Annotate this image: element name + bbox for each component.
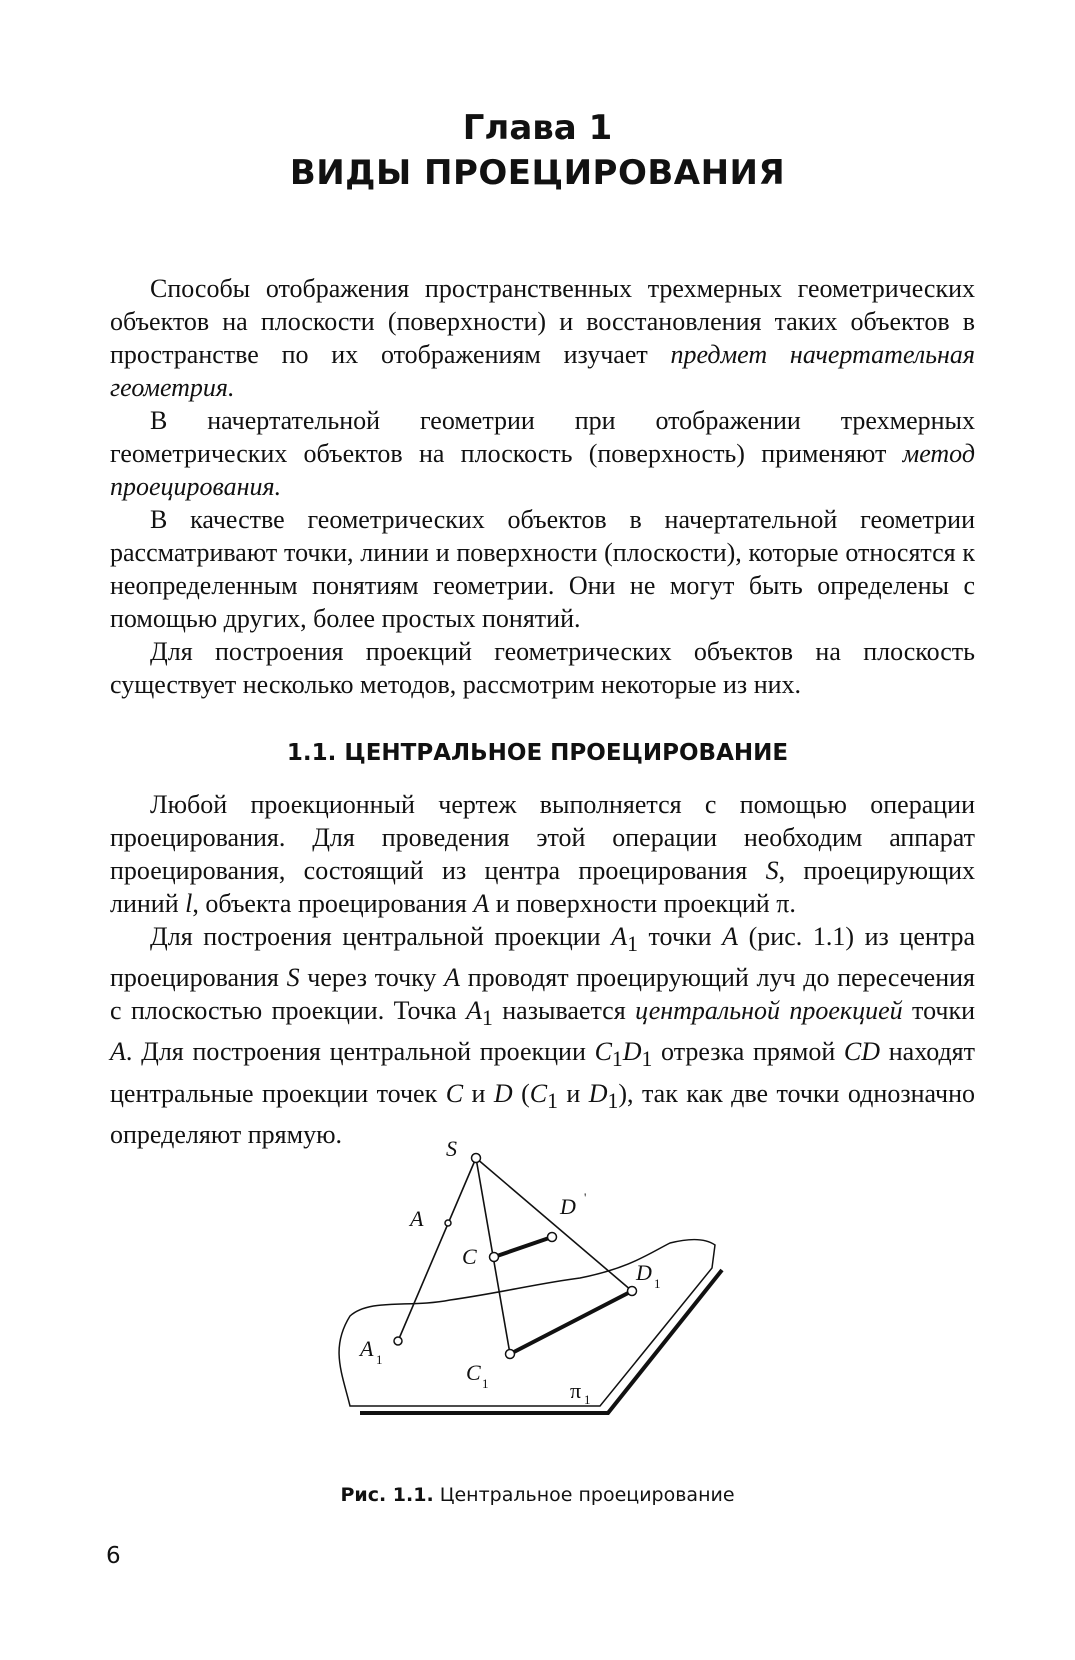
intro-paragraph-4: Для построения проекций геометрических объектов на плоскость существует несколько методов, рассмотрим некоторые из них. [110, 637, 975, 699]
caption-number: Рис. 1.1. [340, 1484, 434, 1506]
page-number: 6 [106, 1543, 121, 1569]
intro-text [110, 272, 975, 701]
section-heading: 1.1. ЦЕНТРАЛЬНОЕ ПРОЕЦИРОВАНИЕ [286, 740, 789, 766]
section-paragraph-2: Для построения центральной проекции $A_1$ точки A (рис. 1.1) из центра проецирования S через точку A проводят проецирующий луч до пересечения с плоскостью проекции. Точка $A_1$ называется центральной проекцией точки A. Для построения центральной проекции $C_1D_1$ отрезка прямой CD находят центральные проекции точек C и D ($C_1$ и $D_1$), так как две точки однозначно определяют прямую. [110, 922, 976, 1149]
point-c [490, 1253, 499, 1262]
chapter-label: Глава 1 [462, 108, 613, 148]
section-paragraph-1: Любой проекционный чертеж выполняется с помощью операции проецирования. Для проведения этой операции необходим аппарат проецирования, состоящий из центра проецирования S, проецирующих линий l, объекта проецирования A и поверхности проекций π. [110, 790, 975, 918]
label-s: S [446, 1136, 457, 1161]
figure-caption [0, 1484, 1075, 1506]
intro-p2-emphasis: метод проецирования. [110, 439, 975, 501]
intro-p2-text: В начертательной геометрии при отображении трехмерных геометрических объектов на плоскость (поверхность) применяют [110, 406, 975, 468]
projection-surface [339, 1239, 715, 1406]
label-d1: D [636, 1260, 652, 1285]
projector-s-d1 [476, 1158, 632, 1291]
label-c1: C [466, 1360, 481, 1385]
central-projection-figure [330, 1136, 750, 1448]
segment-c1d1 [510, 1291, 632, 1354]
point-a [445, 1220, 451, 1226]
label-d1-sub: 1 [654, 1276, 661, 1291]
point-s [472, 1154, 481, 1163]
section-text [110, 788, 975, 1151]
caption-text: Центральное проецирование [433, 1484, 735, 1506]
intro-paragraph-1 [110, 272, 975, 404]
label-c1-sub: 1 [482, 1376, 489, 1391]
label-pi1-sub: 1 [584, 1392, 591, 1407]
chapter-title: ВИДЫ ПРОЕЦИРОВАНИЯ [289, 153, 786, 193]
label-d: D [560, 1194, 576, 1219]
intro-p1-emphasis: предмет начертательная геометрия. [110, 340, 975, 402]
intro-paragraph-2 [110, 404, 975, 503]
point-a1 [394, 1337, 402, 1345]
label-a: A [410, 1206, 424, 1231]
point-d [548, 1233, 557, 1242]
label-a1: A [360, 1336, 374, 1361]
intro-p1-text: Способы отображения пространственных трехмерных геометрических объектов на плоскости (поверхности) и восстановления таких объектов в пространстве по их отображениям изучает [110, 274, 975, 369]
point-c1 [506, 1350, 515, 1359]
segment-cd [494, 1237, 552, 1257]
label-a1-sub: 1 [376, 1352, 383, 1367]
point-d1 [628, 1287, 637, 1296]
intro-paragraph-3: В качестве геометрических объектов в начертательной геометрии рассматривают точки, линии и поверхности (плоскости), которые относятся к неопределенным понятиям геометрии. Они не могут быть определены с помощью других, более простых понятий. [110, 505, 975, 633]
label-d-prime: ' [584, 1190, 587, 1205]
label-c: C [462, 1244, 477, 1269]
label-pi1: π [570, 1378, 582, 1403]
surface-thick-edge [360, 1270, 722, 1413]
